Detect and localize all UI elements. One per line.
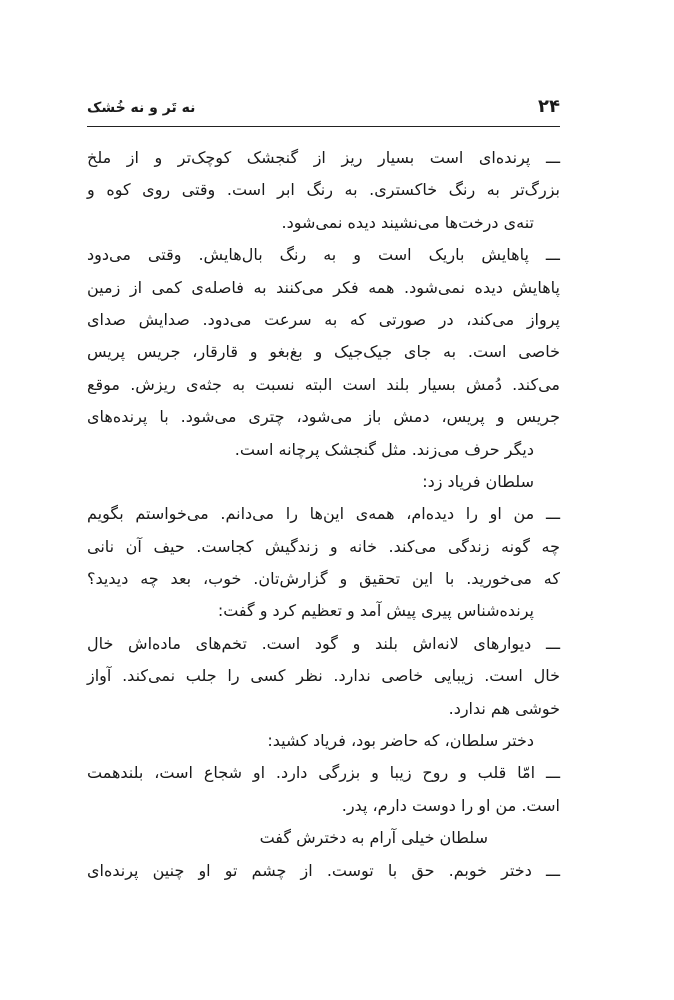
page-number: ۲۴ (538, 96, 560, 117)
text-line: پرنده‌شناس پیری پیش آمد و تعظیم کرد و گفت: (217, 601, 534, 621)
text-line: ـــ پرنده‌ای است بسیار ریز از گنجشک کوچک‌تر و از ملخ (87, 148, 560, 167)
text-line: چه گونه زندگی می‌کند. خانه و زندگیش کجاست. حیف آن نانی (87, 536, 560, 556)
text-line: سلطان خیلی آرام به دخترش گفت (259, 828, 488, 848)
text-line: پرواز می‌کند، در صورتی که به سرعت می‌دود. صدایش صدای (87, 309, 560, 329)
text-line: خاصی است. به جای جیک‌جیک و بغ‌بغو و قارقار، جریس پریس (87, 342, 560, 362)
header-rule (87, 126, 560, 127)
text-line: سلطان فریاد زد: (422, 471, 534, 491)
text-line: ـــ دختر خوبم. حق با توست. از چشم تو او چنین پرنده‌ای (87, 860, 560, 880)
text-line: است. من او را دوست دارم، پدر. (341, 795, 560, 815)
running-title: نه تَر و نه خُشک (87, 100, 196, 116)
text-line: که می‌خورید. با این تحقیق و گزارش‌تان. خوب، بعد چه دیدید؟ (87, 569, 560, 589)
text-line: ـــ امّا قلب و روح زیبا و بزرگی دارد. او شجاع است، بلندهمت (87, 763, 560, 783)
text-line: بزرگ‌تر به رنگ خاکستری. به رنگ ابر است. وقتی روی کوه و (87, 180, 560, 200)
text-line: دیگر حرف می‌زند. مثل گنجشک پرچانه است. (234, 439, 534, 459)
text-line: خال است. زیبایی خاصی ندارد. نظر کسی را جلب نمی‌کند. آواز (87, 666, 560, 686)
text-line: تنه‌ی درخت‌ها می‌نشیند دیده نمی‌شود. (281, 212, 534, 232)
text-line: جریس و پریس، دمش باز می‌شود، چتری می‌شود. با پرنده‌های (87, 407, 560, 427)
text-line: می‌کند. دُمش بسیار بلند است البته نسبت به جثه‌ی ریزش. موقع (87, 374, 560, 394)
text-line: خوشی هم ندارد. (448, 698, 560, 718)
text-line: ـــ دیوارهای لانه‌اش بلند و گود است. تخم‌های ماده‌اش خال (87, 633, 560, 653)
text-line: پاهایش دیده نمی‌شود. همه فکر می‌کنند به فاصله‌ی کمی از زمین (87, 277, 560, 297)
text-line: ـــ من او را دیده‌ام، همه‌ی این‌ها را می‌دانم. می‌خواستم بگویم (87, 504, 560, 524)
text-line: ـــ پاهایش باریک است و به رنگ بال‌هایش. وقتی می‌دود (87, 245, 560, 265)
text-line: دختر سلطان، که حاضر بود، فریاد کشید: (267, 731, 534, 751)
page-header (87, 96, 560, 122)
body-text (87, 142, 560, 887)
